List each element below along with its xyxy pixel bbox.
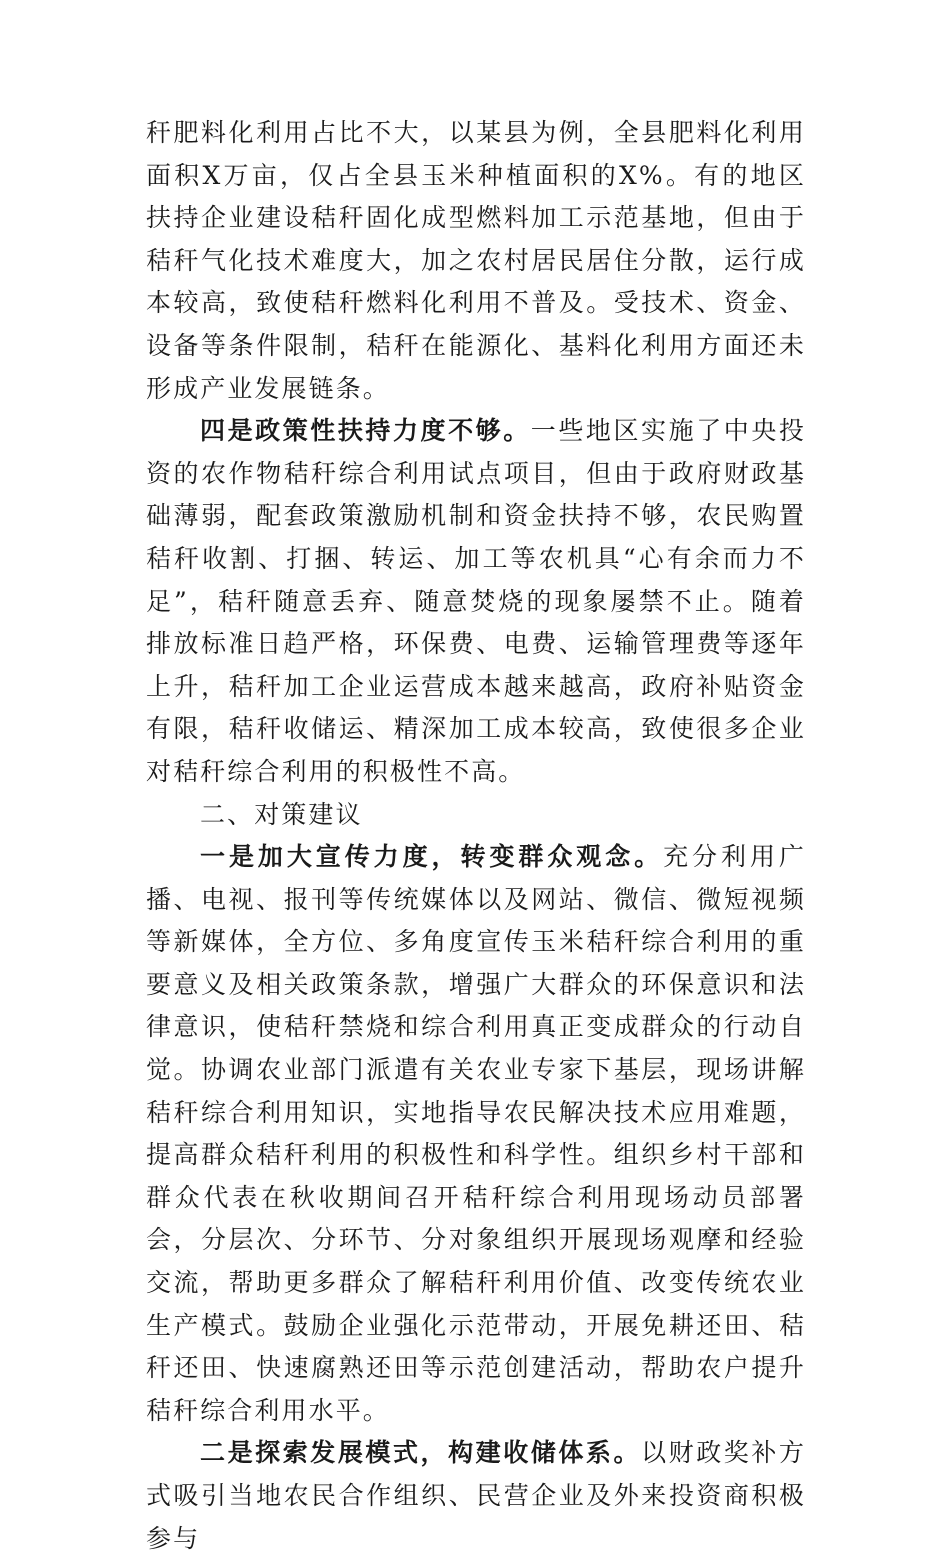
paragraph-continuation [146,112,806,410]
paragraph-lead: 一是加大宣传力度，转变群众观念。 [200,842,664,872]
section-heading: 二、对策建议 [200,799,363,829]
paragraph-storage-system [146,1432,806,1560]
paragraph-lead: 四是政策性扶持力度不够。 [200,416,531,446]
paragraph-text: 以财政奖补方式吸引当地农民合作组织、民营企业及外来投资商积极参与 [146,1438,806,1553]
paragraph-text: 一些地区实施了中央投资的农作物秸秆综合利用试点项目，但由于政府财政基础薄弱，配套政策激励机制和资金扶持不够，农民购置秸秆收割、打捆、转运、加工等农机具“心有余而力不足”，秸秆随意丢弃、随意焚烧的现象屡禁不止。随着排放标准日趋严格，环保费、电费、运输管理费等逐年上升，秸秆加工企业运营成本越来越高，政府补贴资金有限，秸秆收储运、精深加工成本较高，致使很多企业对秸秆综合利用的积极性不高。 [146,416,806,786]
document-body [146,112,806,1560]
paragraph-text: 秆肥料化利用占比不大，以某县为例，全县肥料化利用面积X万亩，仅占全县玉米种植面积的X%。有的地区扶持企业建设秸秆固化成型燃料加工示范基地，但由于秸秆气化技术难度大，加之农村居民居住分散，运行成本较高，致使秸秆燃料化利用不普及。受技术、资金、设备等条件限制，秸秆在能源化、基料化利用方面还未形成产业发展链条。 [146,118,806,403]
paragraph-publicity [146,836,806,1432]
paragraph-lead: 二是探索发展模式，构建收储体系。 [200,1438,642,1468]
paragraph-policy-support [146,410,806,793]
paragraph-text: 充分利用广播、电视、报刊等传统媒体以及网站、微信、微短视频等新媒体，全方位、多角度宣传玉米秸秆综合利用的重要意义及相关政策条款，增强广大群众的环保意识和法律意识，使秸秆禁烧和综合利用真正变成群众的行动自觉。协调农业部门派遣有关农业专家下基层，现场讲解秸秆综合利用知识，实地指导农民解决技术应用难题，提高群众秸秆利用的积极性和科学性。组织乡村干部和群众代表在秋收期间召开秸秆综合利用现场动员部署会，分层次、分环节、分对象组织开展现场观摩和经验交流，帮助更多群众了解秸秆利用价值、改变传统农业生产模式。鼓励企业强化示范带动，开展免耕还田、秸秆还田、快速腐熟还田等示范创建活动，帮助农户提升秸秆综合利用水平。 [146,842,806,1425]
